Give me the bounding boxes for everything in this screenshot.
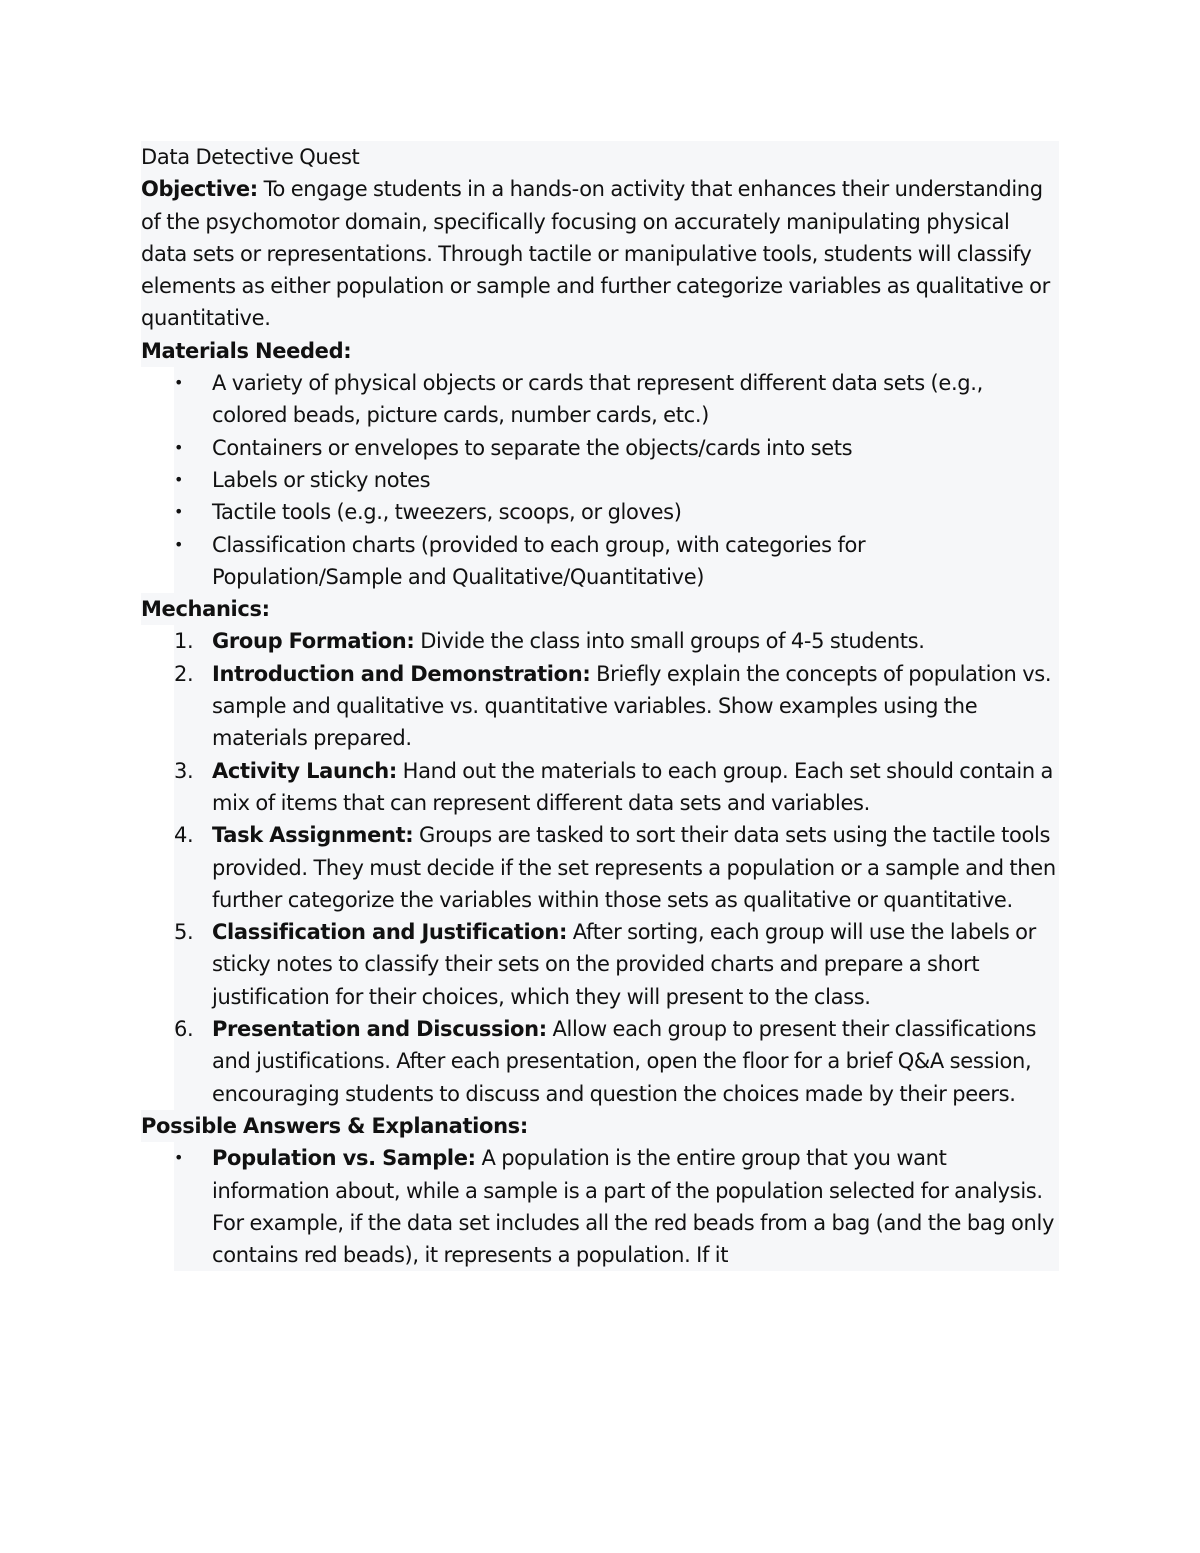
step-number: 5. <box>174 920 194 945</box>
list-item <box>174 529 1059 594</box>
mechanics-heading: Mechanics: <box>141 593 1059 625</box>
materials-list-container <box>174 367 1059 593</box>
step-text: Divide the class into small groups of 4-5 students. <box>414 629 925 654</box>
material-text: Labels or sticky notes <box>212 467 431 492</box>
list-item <box>174 819 1059 916</box>
step-term: Classification and Justification: <box>212 920 568 945</box>
step-number: 4. <box>174 823 194 848</box>
bullet-icon: • <box>174 373 184 393</box>
material-text: A variety of physical objects or cards that represent different data sets (e.g., colored beads, picture cards, number cards, etc.) <box>212 371 983 428</box>
step-term: Activity Launch: <box>212 758 397 783</box>
mechanics-list-container <box>174 625 1059 1109</box>
answer-term: Population vs. Sample: <box>212 1146 476 1171</box>
list-item <box>174 432 1059 464</box>
step-term: Task Assignment: <box>212 823 414 848</box>
list-item <box>174 1142 1059 1271</box>
bullet-icon: • <box>174 502 184 522</box>
list-item <box>174 658 1059 755</box>
answer-text: A population is the entire group that you want information about, while a sample is a part of the population selected for analysis. For example, if the data set includes all the red beads from a bag (and the bag only contains red beads), it represents a population. If it <box>212 1146 1055 1268</box>
step-text: Hand out the materials to each group. Each set should contain a mix of items that can represent different data sets and variables. <box>212 758 1054 815</box>
list-item <box>174 496 1059 528</box>
answers-list-container <box>174 1142 1059 1271</box>
step-number: 2. <box>174 661 194 686</box>
material-text: Tactile tools (e.g., tweezers, scoops, or gloves) <box>212 500 682 525</box>
answers-heading: Possible Answers & Explanations: <box>141 1110 1059 1142</box>
step-term: Presentation and Discussion: <box>212 1017 547 1042</box>
list-item <box>174 367 1059 432</box>
objective-label: Objective: <box>141 177 258 202</box>
objective-paragraph <box>141 173 1059 334</box>
step-term: Group Formation: <box>212 629 415 654</box>
step-number: 3. <box>174 758 194 783</box>
bullet-icon: • <box>174 534 184 554</box>
step-number: 6. <box>174 1017 194 1042</box>
material-text: Containers or envelopes to separate the objects/cards into sets <box>212 435 853 460</box>
bullet-icon: • <box>174 1148 184 1168</box>
list-item <box>174 464 1059 496</box>
material-text: Classification charts (provided to each group, with categories for Population/Sample and Qualitative/Quantitative) <box>212 532 866 589</box>
step-text: After sorting, each group will use the labels or sticky notes to classify their sets on the provided charts and prepare a short justification for their choices, which they will present to the class. <box>212 920 1036 1009</box>
materials-heading: Materials Needed: <box>141 335 1059 367</box>
step-term: Introduction and Demonstration: <box>212 661 591 686</box>
step-text: Groups are tasked to sort their data sets using the tactile tools provided. They must decide if the set represents a population or a sample and then further categorize the variables within those sets as qualitative or quantitative. <box>212 823 1056 912</box>
step-text: Allow each group to present their classifications and justifications. After each presentation, open the floor for a brief Q&A session, encouraging students to discuss and question the choices made by their peers. <box>212 1017 1037 1106</box>
materials-list <box>174 367 1059 593</box>
list-item <box>174 755 1059 820</box>
document-body <box>141 141 1059 1271</box>
bullet-icon: • <box>174 469 184 489</box>
step-number: 1. <box>174 629 194 654</box>
bullet-icon: • <box>174 437 184 457</box>
list-item <box>174 916 1059 1013</box>
objective-text: To engage students in a hands-on activity that enhances their understanding of the psychomotor domain, specifically focusing on accurately manipulating physical data sets or representations. Through tactile or manipulative tools, students will classify elements as either population or sample and further categorize variables as qualitative or quantitative. <box>141 177 1050 331</box>
list-item <box>174 1013 1059 1110</box>
list-item <box>174 625 1059 657</box>
step-text: Briefly explain the concepts of population vs. sample and qualitative vs. quantitative variables. Show examples using the materials prepared. <box>212 661 1052 751</box>
answers-list <box>174 1142 1059 1271</box>
mechanics-list <box>174 625 1059 1109</box>
document-title: Data Detective Quest <box>141 141 1059 173</box>
